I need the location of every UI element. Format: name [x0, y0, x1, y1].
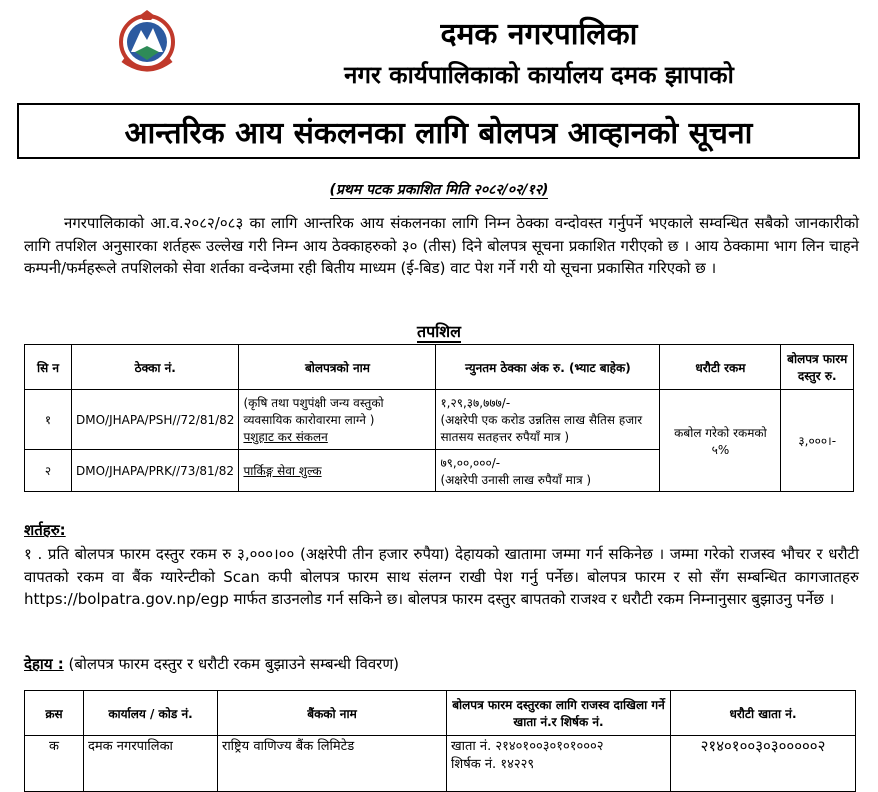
table-header-row — [25, 691, 856, 736]
cell-form-fee: ३,०००।- — [781, 390, 854, 492]
col-sn: क्रस — [25, 691, 84, 736]
cell-deposit: कबोल गरेको रकमको ५% — [660, 390, 781, 492]
cell-deposit-account: २१४०१००३०३०००००२ — [671, 736, 856, 792]
publication-date: (प्रथम पटक प्रकाशित मिति २०८२/०२/१२) — [329, 182, 549, 198]
table-header-row — [25, 345, 854, 390]
cell-bid-name: पार्किङ्ग सेवा शुल्क — [239, 450, 436, 492]
col-deposit: धरौटी रकम — [660, 345, 781, 390]
col-bid-name: बोलपत्रको नाम — [239, 345, 436, 390]
condition-1: १ . प्रति बोलपत्र फारम दस्तुर रकम रु ३,०००।०० (अक्षरेपी तीन हजार रुपैया) देहायको खातामा जम्मा गर्न सकिनेछ । जम्मा गरेको राजस्व भौचर र धरौटी वापतको रकम वा बैंक ग्यारेन्टीको Scan कपी बोलपत्र फारम साथ संलग्न राखी पेश गर्नु पर्नेछ। बोलपत्र फारम र सो सँग सम्बन्धित कागजातहरु https://bolpatra.gov.np/egp मार्फत डाउनलोड गर्न सकिने छ। बोलपत्र फारम दस्तुर बापतको राजश्व र धरौटी रकम निम्नानुसार बुझाउनु पर्नेछ । — [24, 545, 859, 608]
cell-contract-no: DMO/JHAPA/PRK//73/81/82 — [72, 450, 239, 492]
cell-revenue-account: खाता नं. २१४०१००३०१०१०००२ शिर्षक नं. १४२२९ — [447, 736, 671, 792]
contracts-table — [24, 344, 854, 492]
col-sn: सि न — [25, 345, 72, 390]
cell-sn: २ — [25, 450, 72, 492]
cell-contract-no: DMO/JHAPA/PSH//72/81/82 — [72, 390, 239, 450]
col-form-fee: बोलपत्र फारम दस्तुर रु. — [781, 345, 854, 390]
org-subtitle: नगर कार्यपालिकाको कार्यालय दमक झापाको — [344, 61, 734, 89]
table-row — [25, 390, 854, 450]
col-office: कार्यालय / कोड नं. — [84, 691, 218, 736]
col-deposit-account: धरौटी खाता नं. — [671, 691, 856, 736]
cell-sn: क — [25, 736, 84, 792]
intro-paragraph: नगरपालिकाको आ.व.२०८२/०८३ का लागि आन्तरिक आय संकलनका लागि निम्न ठेक्का वन्दोवस्त गर्नुपर्ने भएकाले सम्वन्धित सबैको जानकारीको लागि तपशिल अनुसारका शर्तहरू उल्लेख गरी निम्न आय ठेक्काहरुको ३० (तीस) दिने बोलपत्र सूचना प्रकाशित गरीएको छ । आय ठेक्कामा भाग लिन चाहने कम्पनी/फर्महरूले तपशिलको सेवा शर्तका वन्देजमा रही बितीय माध्यम (ई-बिड) वाट पेश गर्ने गरी यो सूचना प्रकासित गरिएको छ । — [24, 214, 859, 277]
bank-accounts-table — [24, 690, 856, 792]
cell-bank: राष्ट्रिय वाणिज्य बैंक लिमिटेड — [218, 736, 447, 792]
schedule-heading: तपशिल — [416, 322, 462, 341]
annex-line: देहाय : (बोलपत्र फारम दस्तुर र धरौटी रकम बुझाउने सम्बन्धी विवरण) — [24, 655, 400, 673]
col-min-amount: न्युनतम ठेक्का अंक रु. (भ्याट बाहेक) — [436, 345, 660, 390]
cell-amount: १,२९,३७,७७७/- (अक्षरेपी एक करोड उन्नतिस लाख सैतिस हजार सातसय सतहत्तर रुपैयाँ मात्र ) — [436, 390, 660, 450]
cell-bid-name: (कृषि तथा पशुपंक्षी जन्य वस्तुको व्यवसायिक कारोवारमा लाग्ने ) पशुहाट कर संकलन — [239, 390, 436, 450]
col-contract-no: ठेक्का नं. — [72, 345, 239, 390]
cell-amount: ७९,००,०००/- (अक्षरेपी उनासी लाख रुपैयाँ मात्र ) — [436, 450, 660, 492]
conditions-heading: शर्तहरु: — [24, 521, 66, 539]
notice-banner: आन्तरिक आय संकलनका लागि बोलपत्र आव्हानको सूचना — [17, 103, 860, 159]
col-revenue-account: बोलपत्र फारम दस्तुरका लागि राजस्व दाखिला गर्ने खाता नं.र शिर्षक नं. — [447, 691, 671, 736]
cell-sn: १ — [25, 390, 72, 450]
org-name: दमक नगरपालिका — [440, 17, 638, 52]
col-bank: बैंकको नाम — [218, 691, 447, 736]
table-row — [25, 736, 856, 792]
cell-office: दमक नगरपालिका — [84, 736, 218, 792]
